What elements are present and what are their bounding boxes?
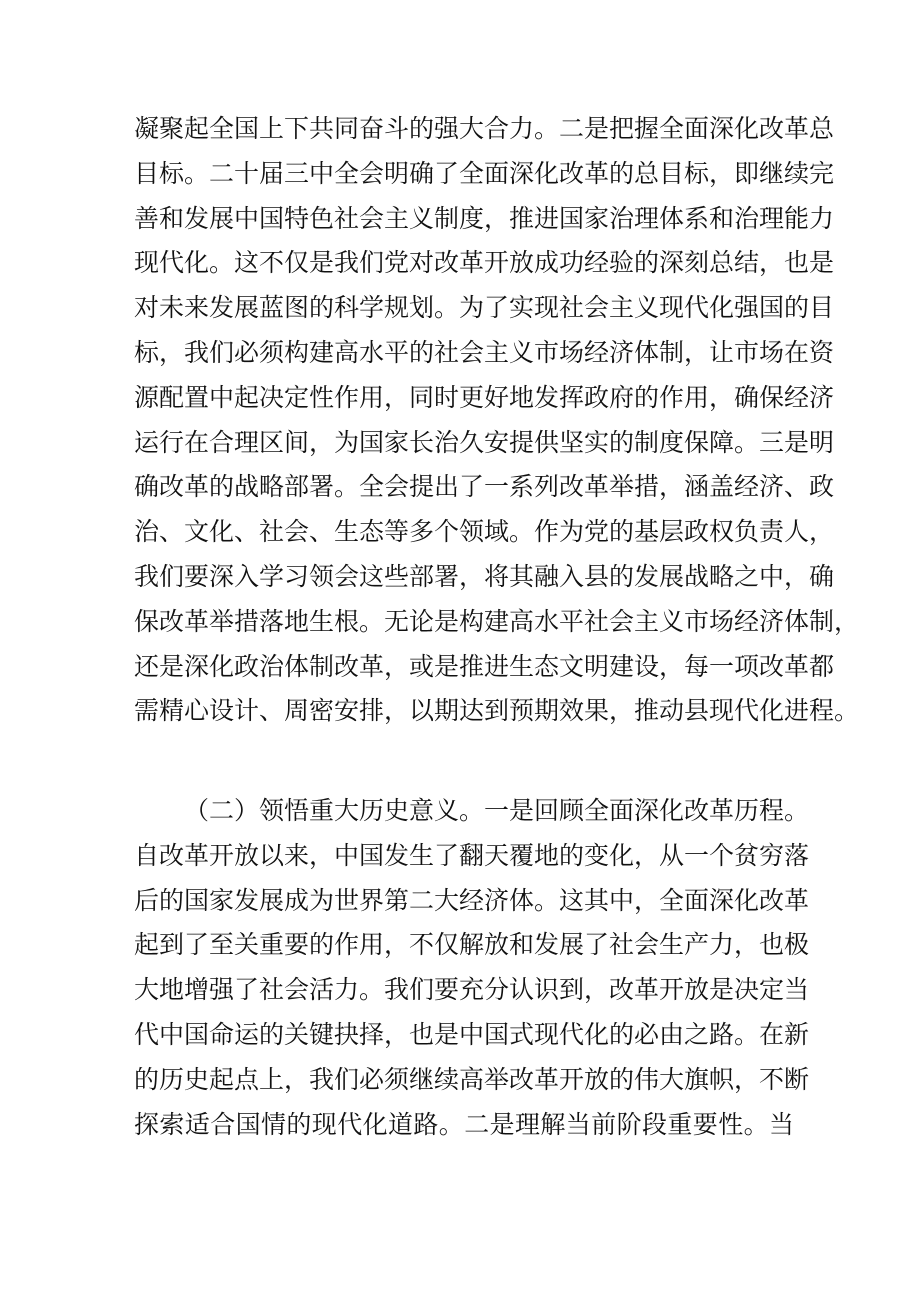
text-line: 后的国家发展成为世界第二大经济体。这其中，全面深化改革 xyxy=(134,885,810,915)
text-line: 现代化。这不仅是我们党对改革开放成功经验的深刻总结，也是 xyxy=(134,248,835,278)
text-line: 治、文化、社会、生态等多个领域。作为党的基层政权负责人， xyxy=(134,517,835,547)
text-line: 运行在合理区间，为国家长治久安提供坚实的制度保障。三是明 xyxy=(134,427,835,457)
text-line: 还是深化政治体制改革，或是推进生态文明建设，每一项改革都 xyxy=(134,651,835,681)
text-line: 代中国命运的关键抉择，也是中国式现代化的必由之路。在新 xyxy=(134,1019,810,1049)
paragraph-heading-line: （二）领悟重大历史意义。一是回顾全面深化改革历程。 xyxy=(184,796,810,825)
text-line: 保改革举措落地生根。无论是构建高水平社会主义市场经济体制， xyxy=(134,606,860,636)
text-line: 确改革的战略部署。全会提出了一系列改革举措，涵盖经济、政 xyxy=(134,472,835,502)
text-line: 目标。二十届三中全会明确了全面深化改革的总目标，即继续完 xyxy=(134,158,835,188)
text-line: 自改革开放以来，中国发生了翻天覆地的变化，从一个贫穷落 xyxy=(134,840,810,870)
text-line: 起到了至关重要的作用，不仅解放和发展了社会生产力，也极 xyxy=(134,930,810,960)
text-line: 的历史起点上，我们必须继续高举改革开放的伟大旗帜，不断 xyxy=(134,1064,810,1094)
text-line: 大地增强了社会活力。我们要充分认识到，改革开放是决定当 xyxy=(134,975,810,1005)
text-line: 需精心设计、周密安排，以期达到预期效果，推动县现代化进程。 xyxy=(134,696,860,726)
paragraph-2 xyxy=(134,789,810,1147)
text-line: 探索适合国情的现代化道路。二是理解当前阶段重要性。当 xyxy=(134,1109,794,1139)
text-line: 凝聚起全国上下共同奋斗的强大合力。二是把握全面深化改革总 xyxy=(134,114,835,143)
text-line: 源配置中起决定性作用，同时更好地发挥政府的作用，确保经济 xyxy=(134,382,835,412)
paragraph-1 xyxy=(134,107,860,734)
text-line: 对未来发展蓝图的科学规划。为了实现社会主义现代化强国的目 xyxy=(134,293,835,323)
text-line: 标，我们必须构建高水平的社会主义市场经济体制，让市场在资 xyxy=(134,337,835,367)
text-line: 我们要深入学习领会这些部署，将其融入县的发展战略之中，确 xyxy=(134,561,835,591)
text-line: 善和发展中国特色社会主义制度，推进国家治理体系和治理能力 xyxy=(134,203,835,233)
